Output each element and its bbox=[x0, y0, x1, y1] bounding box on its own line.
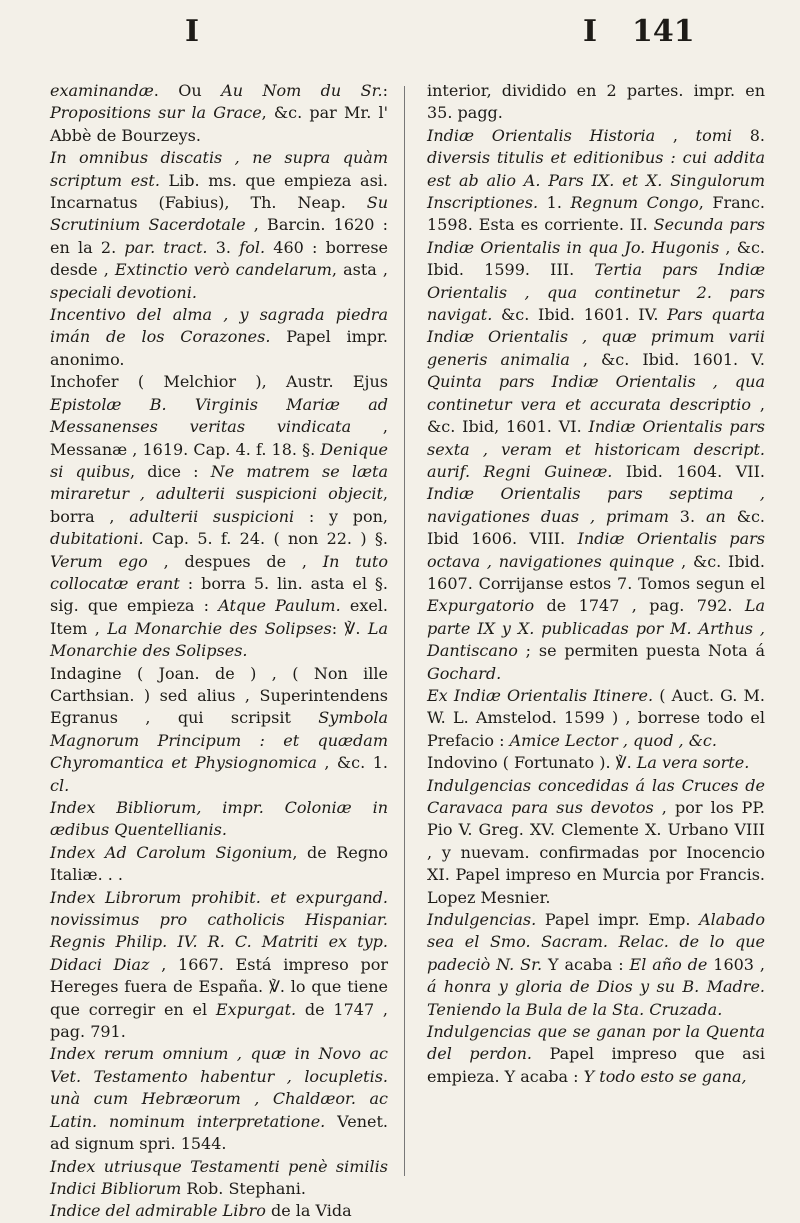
entry-text: Papel impr. anonimo. bbox=[50, 327, 389, 369]
entry bbox=[427, 909, 765, 1021]
page-number: 141 bbox=[632, 14, 695, 49]
entry-text: Inchofer ( Melchior ), Austr. Ejus bbox=[50, 372, 388, 392]
entry-text: Indagine ( Joan. de ) , ( Non ille Carthsian. ) sed alius , Superintendens Egranus , qui scripsit bbox=[50, 663, 388, 728]
entry-text: Su Scrutinium Sacerdotale bbox=[50, 193, 388, 235]
entry-text: , de Regno Italiæ. . . bbox=[50, 842, 389, 885]
entry bbox=[50, 371, 388, 662]
header-left-letter: I bbox=[185, 14, 200, 49]
entry-text: Quinta pars Indiæ Orientalis , qua continetur vera et accurata descriptio bbox=[427, 372, 765, 414]
entry bbox=[427, 775, 765, 909]
entry-text: : borra 5. lin. asta el §. sig. que empieza : bbox=[50, 573, 389, 616]
entry-text: In tuto collocatæ erant bbox=[50, 551, 388, 593]
entry-text: La Monarchie des Solipses bbox=[107, 618, 332, 638]
entry bbox=[427, 80, 765, 125]
entry-text: &c. Ibid 1606. VIII. bbox=[427, 506, 765, 549]
entry-text: , &c. 1. bbox=[316, 753, 388, 773]
entry-text: , &c. Ibid. 1599. III. bbox=[427, 237, 765, 280]
entry bbox=[50, 842, 388, 887]
right-column bbox=[427, 80, 765, 1088]
entry-text: Expurgatorio bbox=[427, 596, 535, 616]
entry-text: El año de bbox=[629, 954, 708, 974]
entry bbox=[50, 887, 388, 1044]
entry-text: , asta , bbox=[331, 260, 388, 280]
entry bbox=[427, 1021, 765, 1088]
entry-text: an bbox=[705, 506, 726, 526]
entry bbox=[50, 1043, 388, 1155]
entry-text: , dice : bbox=[129, 461, 211, 481]
entry-text: Papel impr. Emp. bbox=[536, 910, 700, 930]
entry-text: Y todo esto se gana, bbox=[583, 1066, 747, 1086]
entry-text: Incentivo del alma , y sagrada piedra imán de los Corazones. bbox=[50, 305, 388, 347]
entry bbox=[427, 752, 765, 774]
entry-text: Indiæ Orientalis Historia bbox=[427, 125, 656, 145]
entry-text: 1. bbox=[538, 193, 571, 213]
entry bbox=[50, 797, 388, 842]
entry-text: La vera sorte. bbox=[636, 753, 750, 773]
entry bbox=[50, 1200, 388, 1222]
entry-text: de 1747 , pag. 791. bbox=[50, 999, 388, 1042]
entry bbox=[50, 80, 388, 147]
entry-text: Indovino ( Fortunato ). ℣. bbox=[427, 753, 637, 773]
entry-text: Propositions sur la Grace bbox=[50, 103, 262, 123]
entry-text: Papel impreso que asi empieza. Y acaba : bbox=[427, 1044, 765, 1086]
entry-text: , por los PP. Pio V. Greg. XV. Clemente X. Urbano VIII , y nuevam. confirmadas por Inocencio XI. Papel impreso en Murcia por Francis. Lopez Mesnier. bbox=[427, 798, 766, 907]
entry-text: , &c. par Mr. l' Abbè de Bourzeys. bbox=[50, 103, 388, 145]
entry-text: Indiæ Orientalis pars septima , navigationes duas , primam bbox=[427, 484, 765, 526]
header-right-letter: I bbox=[583, 14, 598, 49]
entry bbox=[427, 125, 765, 685]
entry-text: Index utriusque Testamenti penè similis Indici Bibliorum bbox=[50, 1156, 388, 1198]
entry-text: Indice del admirable Libro bbox=[50, 1201, 266, 1221]
entry-text: Au Nom du Sr. bbox=[221, 81, 383, 100]
entry-text: : bbox=[382, 81, 388, 100]
entry bbox=[50, 147, 388, 304]
entry-text: Ibid. 1604. VII. bbox=[612, 461, 765, 481]
entry-text: , Messanæ , 1619. Cap. 4. f. 18. §. bbox=[50, 417, 389, 459]
entry-text: Symbola Magnorum Principum : et quædam Chyromantica et Physiognomica bbox=[50, 708, 388, 773]
entry-text: Index Librorum prohibit. et expurgand. novissimus pro catholicis Hispaniar. Regnis Philip. IV. R. C. Matriti ex typ. Didaci Diaz bbox=[50, 887, 388, 974]
entry bbox=[50, 663, 388, 797]
entry-text: Atque Paulum. bbox=[218, 596, 341, 616]
entry-text: : y pon, bbox=[294, 506, 389, 526]
column-divider bbox=[404, 86, 405, 1176]
entry-text: ( Auct. G. M. W. L. Amstelod. 1599 ) , borrese todo el Prefacio : bbox=[427, 685, 765, 750]
entry-text: , 1667. Está impreso por Hereges fuera de España. ℣. lo que tiene que corregir en el bbox=[50, 954, 388, 1019]
entry-text: Index Ad Carolum Sigonium bbox=[50, 842, 293, 862]
entry-text: fol. bbox=[239, 237, 266, 257]
entry-text: examinandæ bbox=[50, 81, 154, 100]
entry-text: 8. bbox=[732, 125, 765, 145]
entry-text: diversis titulis et editionibus : cui addita est ab alio A. Pars IX. et X. Singulorum Inscriptiones. bbox=[427, 148, 765, 213]
entry-text: , Barcin. 1620 : en la 2. bbox=[50, 215, 388, 257]
entry-text: Secunda pars Indiæ Orientalis in qua Jo. Hugonis bbox=[427, 215, 766, 257]
entry-text: , &c. Ibid. 1601. V. bbox=[569, 349, 765, 369]
entry-text: adulterii suspicioni bbox=[129, 506, 295, 526]
entry-text: Indulgencias. bbox=[427, 910, 537, 930]
entry-text: Indulgencias que se ganan por la Quenta del perdon. bbox=[427, 1022, 765, 1064]
entry bbox=[427, 685, 765, 752]
entry-text: , &c. Ibid. 1607. Corrijanse estos 7. Tomos segun el bbox=[427, 551, 765, 593]
entry-text: , despues de , bbox=[147, 551, 323, 571]
entry-text: dubitationi. bbox=[50, 529, 144, 549]
entry-text: Tertia pars Indiæ Orientalis , qua continetur 2. pars navigat. bbox=[427, 260, 766, 325]
entry-text: 3. bbox=[207, 237, 240, 257]
entry-text: ; se permiten puesta Nota á bbox=[517, 641, 765, 661]
entry-text: Extinctio verò candelarum bbox=[114, 260, 332, 280]
entry-text: Expurgat. bbox=[215, 999, 297, 1019]
entry-text: Cap. 5. f. 24. ( non 22. ) §. bbox=[143, 529, 388, 549]
entry-text: La parte IX y X. publicadas por M. Arthus , Dantiscano bbox=[427, 596, 765, 661]
entry-text: 1603 , bbox=[707, 954, 765, 974]
entry-text: tomi bbox=[695, 125, 733, 145]
entry-text: Epistolæ B. Virginis Mariæ ad Messanenses veritas vindicata bbox=[50, 394, 388, 437]
entry-text: par. tract. bbox=[124, 237, 208, 257]
entry-text: , &c. Ibid, 1601. VI. bbox=[427, 394, 765, 437]
entry-text: , bbox=[655, 125, 696, 145]
entry-text: de la Vida bbox=[265, 1201, 352, 1221]
entry-text: de 1747 , pag. 792. bbox=[534, 596, 745, 616]
entry-text: speciali devotioni. bbox=[50, 282, 197, 302]
entry-text: Rob. Stephani. bbox=[181, 1178, 306, 1198]
entry-text: Indiæ Orientalis pars sexta , veram et historicam descript. aurif. Regni Guineæ. bbox=[427, 417, 765, 481]
entry-text: 3. bbox=[668, 506, 706, 526]
entry-text: Indiæ Orientalis pars octava , navigationes quinque bbox=[427, 529, 766, 571]
entry-text: Lib. ms. que empieza asi. Incarnatus (Fabius), Th. Neap. bbox=[50, 170, 389, 213]
entry-text: 460 : borrese desde , bbox=[50, 237, 389, 280]
entry-text: exel. Item , bbox=[50, 596, 389, 638]
entry-text: Index rerum omnium , quæ in Novo ac Vet. Testamento habentur , locupletis. unà cum Hebræorum , Chaldæor. ac Latin. nominum interpretatione. bbox=[50, 1044, 388, 1131]
entry-text: In omnibus discatis , ne supra quàm scriptum est. bbox=[50, 148, 388, 190]
entry-text: Alabado sea el Smo. Sacram. Relac. de lo que padeciò N. Sr. bbox=[427, 910, 765, 974]
entry-text: interior, dividido en 2 partes. impr. en 35. pagg. bbox=[427, 81, 765, 123]
entry-text: cl. bbox=[50, 775, 70, 795]
entry-text: Gochard. bbox=[427, 663, 502, 683]
entry-text: : ℣. bbox=[331, 618, 368, 638]
entry bbox=[50, 304, 388, 371]
entry-text: . Ou bbox=[153, 81, 222, 100]
entry-text: á honra y gloria de Dios y su B. Madre. Teniendo la Bula de la Sta. Cruzada. bbox=[427, 977, 765, 1019]
entry-text: Venet. ad signum spri. 1544. bbox=[50, 1111, 388, 1154]
entry-text: Verum ego bbox=[50, 551, 148, 571]
left-column bbox=[50, 80, 388, 1223]
entry-text: Denique si quibus bbox=[50, 439, 388, 481]
entry-text: La Monarchie des Solipses. bbox=[50, 618, 388, 661]
entry-text: Ex Indiæ Orientalis Itinere. bbox=[427, 685, 654, 705]
entry-text: Amice Lector , quod , &c. bbox=[509, 730, 717, 750]
entry bbox=[50, 1156, 388, 1201]
entry-text: Ne matrem se læta miraretur , adulterii suspicioni objecit bbox=[50, 461, 388, 504]
entry-text: Y acaba : bbox=[542, 954, 630, 974]
entry-text: Indulgencias concedidas á las Cruces de Caravaca para sus devotos bbox=[427, 775, 765, 817]
entry-text: , borra , bbox=[50, 484, 388, 526]
entry-text: &c. Ibid. 1601. IV. bbox=[492, 305, 668, 325]
entry-text: Regnum Congo bbox=[570, 193, 699, 213]
entry-text: , Franc. 1598. Esta es corriente. II. bbox=[427, 193, 765, 235]
entry-text: Pars quarta Indiæ Orientalis , quæ primum varii generis animalia bbox=[427, 305, 766, 369]
entry-text: Index Bibliorum, impr. Coloniæ in ædibus Quentellianis. bbox=[50, 798, 388, 840]
